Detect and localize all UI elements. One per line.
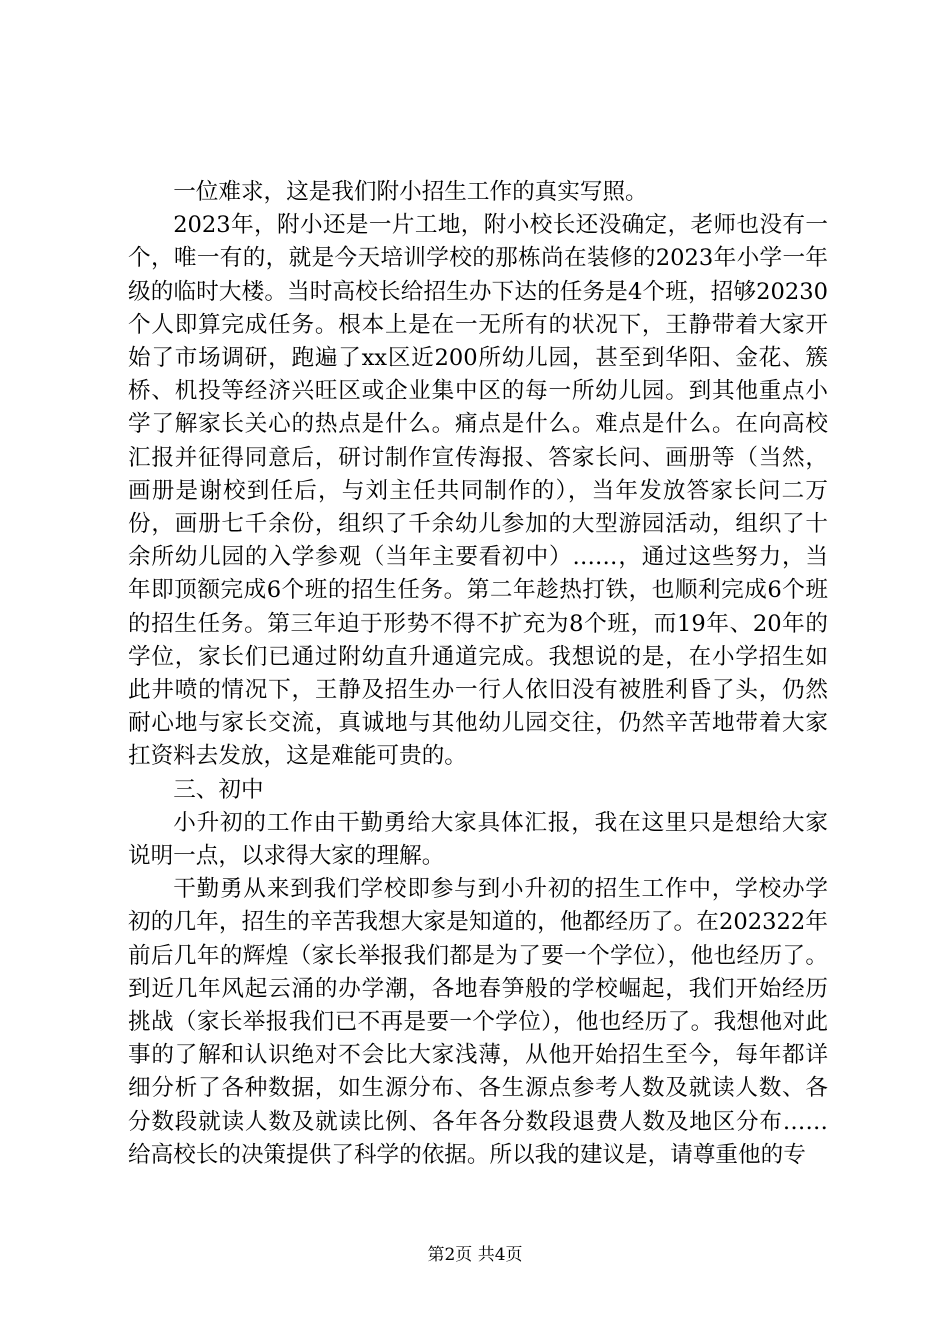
paragraph-junior-high-intro: 小升初的工作由干勤勇给大家具体汇报，我在这里只是想给大家说明一点，以求得大家的理解。: [128, 809, 828, 870]
section-heading-junior-high: 三、初中: [173, 776, 264, 803]
paragraph-continuation: 一位难求，这是我们附小招生工作的真实写照。: [173, 179, 648, 205]
document-body: [128, 176, 828, 1172]
page-number-footer: 第2页 共4页: [427, 1245, 523, 1265]
paragraph-junior-high-detail: 干勤勇从来到我们学校即参与到小升初的招生工作中，学校办学初的几年，招生的辛苦我想大家是知道的，他都经历了。在202322年前后几年的辉煌（家长举报我们都是为了要一个学位），他也经历了。到近几年风起云涌的办学潮，各地春笋般的学校崛起，我们开始经历挑战（家长举报我们已不再是要一个学位），他也经历了。我想他对此事的了解和认识绝对不会比大家浅薄，从他开始招生至今，每年都详细分析了各种数据，如生源分布、各生源点参考人数及就读人数、各分数段就读人数及就读比例、各年各分数段退费人数及地区分布……给高校长的决策提供了科学的依据。所以我的建议是，请尊重他的专: [128, 876, 828, 1168]
paragraph-primary-school-history: 2023年，附小还是一片工地，附小校长还没确定，老师也没有一个，唯一有的，就是今天培训学校的那栋尚在装修的2023年小学一年级的临时大楼。当时高校长给招生办下达的任务是4个班，招够20230个人即算完成任务。根本上是在一无所有的状况下，王静带着大家开始了市场调研，跑遍了xx区近200所幼儿园，甚至到华阳、金花、簇桥、机投等经济兴旺区或企业集中区的每一所幼儿园。到其他重点小学了解家长关心的热点是什么。痛点是什么。难点是什么。在向高校汇报并征得同意后，研讨制作宣传海报、答家长问、画册等（当然，画册是谢校到任后，与刘主任共同制作的），当年发放答家长问二万份，画册七千余份，组织了千余幼儿参加的大型游园活动，组织了十余所幼儿园的入学参观（当年主要看初中）……，通过这些努力，当年即顶额完成6个班的招生任务。第二年趁热打铁，也顺利完成6个班的招生任务。第三年迫于形势不得不扩充为8个班，而19年、20年的学位，家长们已通过附幼直升通道完成。我想说的是，在小学招生如此井喷的情况下，王静及招生办一行人依旧没有被胜利昏了头，仍然耐心地与家长交流，真诚地与其他幼儿园交往，仍然辛苦地带着大家扛资料去发放，这是难能可贵的。: [128, 212, 828, 770]
